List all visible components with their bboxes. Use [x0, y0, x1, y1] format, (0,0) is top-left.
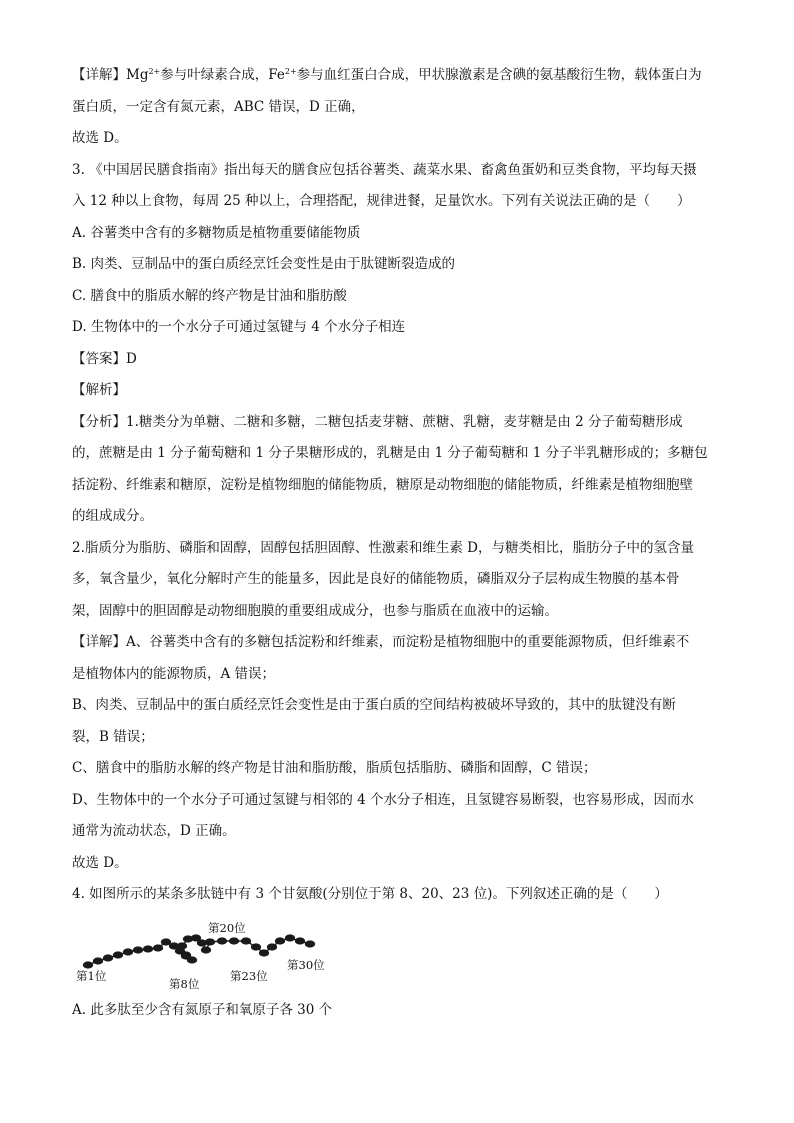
- q4-option-a: A. 此多肽至少含有氮原子和氧原子各 30 个: [72, 1001, 333, 1018]
- label-position-23: 第23位: [230, 968, 268, 983]
- q3-analysis-heading: 【解析】: [72, 382, 126, 398]
- q3-analysis-line-7: 架，固醇中的胆固醇是动物细胞膜的重要组成成分，也参与脂质在血液中的运输。: [72, 602, 558, 619]
- amino-acid-residue-5: [123, 948, 133, 955]
- document-page: [72, 60, 732, 1026]
- amino-acid-residue-24: [251, 943, 261, 950]
- amino-acid-residue-29: [295, 937, 305, 944]
- amino-acid-residue-22: [229, 937, 239, 944]
- q3-option-a: A. 谷薯类中含有的多糖物质是植物重要储能物质: [72, 224, 361, 241]
- q3-option-d: D. 生物体中的一个水分子可通过氢键与 4 个水分子相连: [72, 319, 406, 335]
- amino-acid-residue-4: [113, 951, 123, 958]
- q3-stem-line-1: 3. 《中国居民膳食指南》指出每天的膳食应包括谷薯类、蔬菜水果、畜禽鱼蛋奶和豆类食物，平均每天摄: [72, 161, 697, 178]
- polypeptide-chain-figure: [72, 913, 372, 991]
- q3-stem-line-2: 入 12 种以上食物，每周 25 种以上，合理搭配，规律进餐，足量饮水。下列有关说法正确的是（ ）: [72, 193, 691, 209]
- amino-acid-residue-7: [143, 945, 153, 952]
- label-position-8: 第8位: [169, 976, 200, 991]
- q3-detail-line-5: C、膳食中的脂肪水解的终产物是甘油和脂肪酸，脂质包括脂肪、磷脂和固醇，C 错误；: [72, 760, 597, 776]
- amino-acid-residue-27: [275, 937, 285, 944]
- q3-conclusion: 故选 D。: [72, 854, 128, 871]
- amino-acid-residue-2: [93, 957, 103, 964]
- q3-analysis-line-5: 2.脂质分为脂肪、磷脂和固醇，固醇包括胆固醇、性激素和维生素 D，与糖类相比，脂肪分子中的氢含量: [72, 539, 694, 556]
- label-position-20: 第20位: [208, 920, 246, 935]
- q3-detail-line-1: 【详解】A、谷薯类中含有的多糖包括淀粉和纤维素，而淀粉是植物细胞中的重要能源物质，但纤维素不: [72, 634, 690, 650]
- label-position-30: 第30位: [287, 957, 325, 972]
- amino-acid-residue-1: [83, 961, 93, 968]
- amino-acid-residue-21: [217, 937, 227, 944]
- q3-detail-line-7: 通常为流动状态，D 正确。: [72, 823, 236, 839]
- q3-option-b: B. 肉类、豆制品中的蛋白质经烹饪会变性是由于肽键断裂造成的: [72, 256, 456, 272]
- q3-analysis-line-2: 的，蔗糖是由 1 分子葡萄糖和 1 分子果糖形成的，乳糖是由 1 分子葡萄糖和 1 分子半乳糖形成的；多糖包: [72, 445, 708, 461]
- amino-acid-residue-14: [181, 951, 191, 958]
- q3-analysis-line-1: 【分析】1.糖类分为单糖、二糖和多糖，二糖包括麦芽糖、蔗糖、乳糖，麦芽糖是由 2 分子葡萄糖形成: [72, 413, 683, 430]
- q3-detail-line-4: 裂，B 错误；: [72, 728, 154, 745]
- q3-detail-line-3: B、肉类、豆制品中的蛋白质经烹饪会变性是由于蛋白质的空间结构被破坏导致的，其中的肽键没有断: [72, 697, 676, 713]
- q3-analysis-line-6: 多，氧含量少，氧化分解时产生的能量多，因此是良好的储能物质，磷脂双分子层构成生物膜的基本骨: [72, 571, 680, 587]
- q3-analysis-line-3: 括淀粉、纤维素和糖原，淀粉是植物细胞的储能物质，糖原是动物细胞的储能物质，纤维素是植物细胞壁: [72, 476, 693, 493]
- amino-acid-residue-6: [133, 946, 143, 953]
- label-position-1: 第1位: [76, 968, 107, 983]
- amino-acid-residue-23: [241, 937, 251, 944]
- q3-answer: 【答案】D: [72, 350, 137, 367]
- amino-acid-residue-20: [205, 938, 215, 945]
- amino-acid-residue-8: [153, 944, 163, 951]
- q2-conclusion: 故选 D。: [72, 130, 128, 146]
- q4-stem: 4. 如图所示的某条多肽链中有 3 个甘氨酸(分别位于第 8、20、23 位)。下列叙述正确的是（ ）: [72, 886, 668, 902]
- amino-acid-residue-26: [267, 943, 277, 950]
- q3-analysis-line-4: 的组成成分。: [72, 508, 153, 524]
- q3-detail-line-6: D、生物体中的一个水分子可通过氢键与相邻的 4 个水分子相连，且氢键容易断裂，也容易形成，因而水: [72, 791, 694, 808]
- amino-acid-residue-15: [177, 942, 187, 949]
- amino-acid-residue-3: [103, 954, 113, 961]
- amino-acid-residue-25: [259, 949, 269, 956]
- q3-detail-line-2: 是植物体内的能源物质，A 错误；: [72, 665, 276, 682]
- q2-detail-line-1: 【详解】$Mg^{2+}$参与叶绿素合成，$Fe^{2+}$参与血红蛋白合成，甲状腺激素是含碘的氨基酸衍生物，载体蛋白为: [72, 67, 702, 83]
- q2-detail-line-2: 蛋白质，一定含有氮元素，ABC 错误，D 正确，: [72, 98, 365, 115]
- q3-option-c: C. 膳食中的脂质水解的终产物是甘油和脂肪酸: [72, 287, 347, 304]
- amino-acid-residue-28: [285, 934, 295, 941]
- amino-acid-residue-30: [305, 940, 315, 947]
- amino-acid-residue-19: [201, 946, 211, 953]
